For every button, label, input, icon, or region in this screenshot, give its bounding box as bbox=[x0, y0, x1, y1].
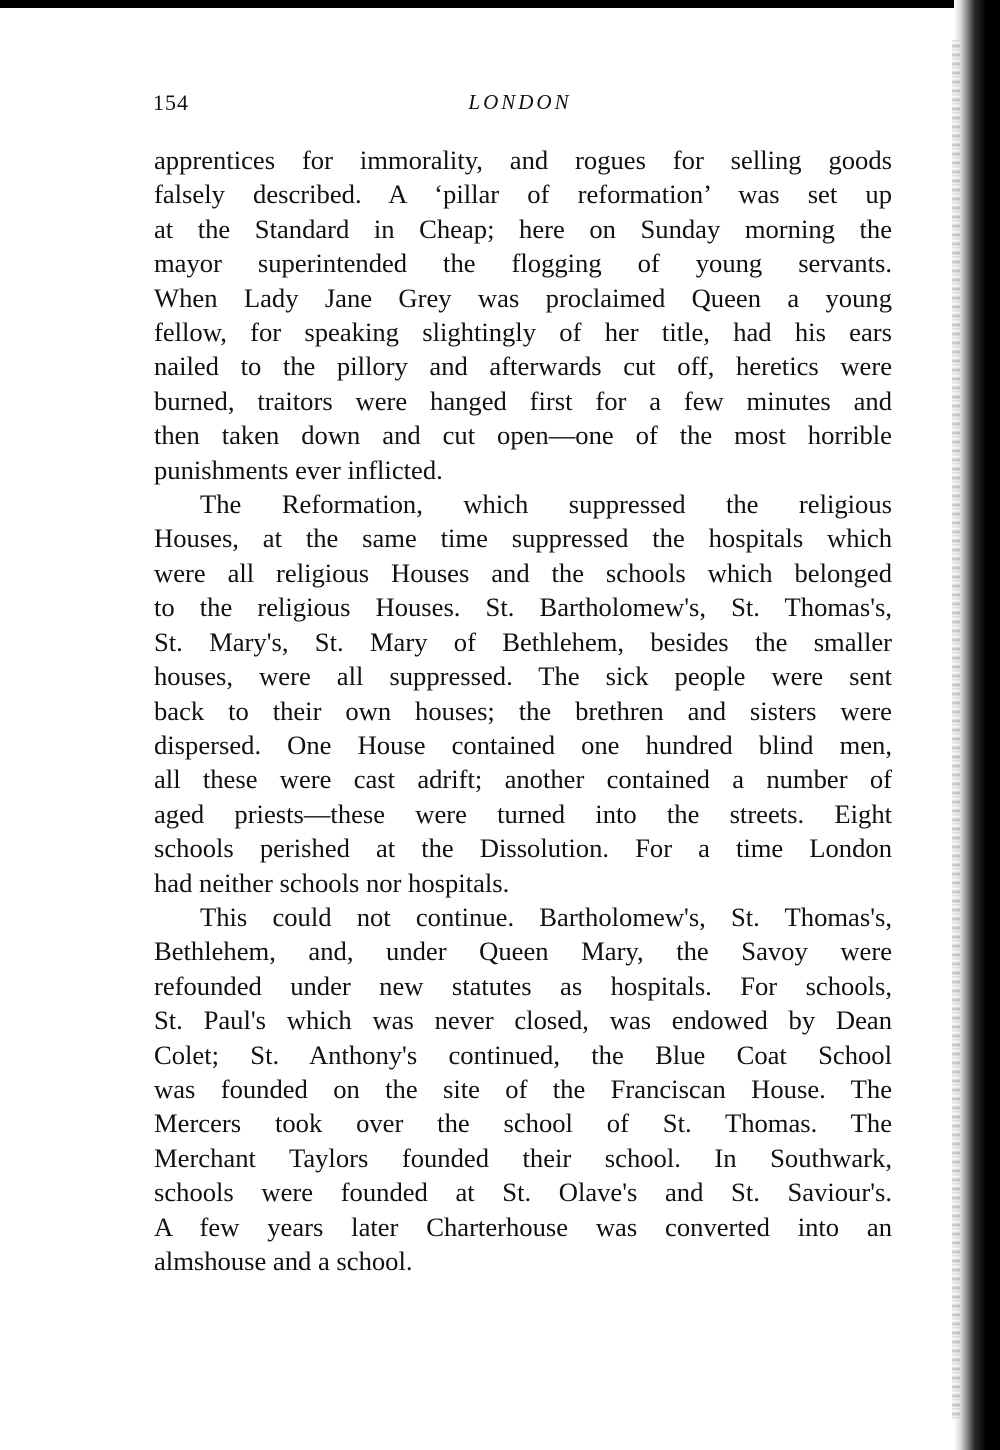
text-line: punishments ever inflicted. bbox=[154, 454, 443, 485]
text-line: Bethlehem, and, under Queen Mary, the Savoy were bbox=[154, 936, 892, 967]
text-line: Mercers took over the school of St. Thomas. The bbox=[154, 1108, 892, 1139]
text-line: schools were founded at St. Olave's and St. Saviour's. bbox=[154, 1177, 892, 1208]
scan-binding-shadow bbox=[954, 0, 1000, 1450]
text-line: then taken down and cut open—one of the most horrible bbox=[154, 420, 892, 451]
text-line: falsely described. A ‘pillar of reformation’ was set up bbox=[154, 179, 892, 210]
text-line: fellow, for speaking slightingly of her title, had his ears bbox=[154, 317, 892, 348]
paragraph-3 bbox=[154, 900, 892, 1278]
page-number: 154 bbox=[153, 90, 189, 115]
text-line: The Reformation, which suppressed the religious bbox=[200, 489, 892, 520]
text-line: aged priests—these were turned into the streets. Eight bbox=[154, 798, 892, 829]
text-line: all these were cast adrift; another contained a number of bbox=[154, 764, 892, 795]
text-line: houses, were all suppressed. The sick people were sent bbox=[154, 661, 892, 692]
text-line: dispersed. One House contained one hundred blind men, bbox=[154, 729, 892, 760]
text-line: refounded under new statutes as hospitals. For schools, bbox=[154, 970, 892, 1001]
text-line: back to their own houses; the brethren and sisters were bbox=[154, 695, 892, 726]
scan-edge-texture bbox=[952, 40, 960, 1420]
text-line: Colet; St. Anthony's continued, the Blue Coat School bbox=[154, 1039, 892, 1070]
text-line: schools perished at the Dissolution. For a time London bbox=[154, 833, 892, 864]
running-title: LONDON bbox=[468, 90, 572, 114]
text-line: This could not continue. Bartholomew's, St. Thomas's, bbox=[200, 901, 892, 932]
text-line: Merchant Taylors founded their school. In Southwark, bbox=[154, 1142, 892, 1173]
text-line: almshouse and a school. bbox=[154, 1246, 413, 1276]
text-line: was founded on the site of the Franciscan House. The bbox=[154, 1073, 892, 1104]
text-line: When Lady Jane Grey was proclaimed Queen a young bbox=[154, 282, 892, 313]
text-line: burned, traitors were hanged first for a few minutes and bbox=[154, 385, 892, 416]
text-line: were all religious Houses and the schools which belonged bbox=[154, 557, 892, 588]
body-text bbox=[154, 143, 892, 1278]
text-line: mayor superintended the flogging of young servants. bbox=[154, 248, 892, 279]
text-line: apprentices for immorality, and rogues for selling goods bbox=[154, 145, 892, 175]
text-line: St. Paul's which was never closed, was endowed by Dean bbox=[154, 1005, 892, 1036]
text-line: had neither schools nor hospitals. bbox=[154, 867, 510, 898]
text-line: St. Mary's, St. Mary of Bethlehem, besides the smaller bbox=[154, 626, 892, 657]
text-line: to the religious Houses. St. Bartholomew's, St. Thomas's, bbox=[154, 592, 892, 623]
paragraph-1 bbox=[154, 143, 892, 487]
text-line: Houses, at the same time suppressed the hospitals which bbox=[154, 523, 892, 554]
text-line: at the Standard in Cheap; here on Sunday morning the bbox=[154, 213, 892, 244]
text-line: nailed to the pillory and afterwards cut off, heretics were bbox=[154, 351, 892, 382]
text-line: A few years later Charterhouse was converted into an bbox=[154, 1211, 892, 1242]
paragraph-2 bbox=[154, 487, 892, 900]
